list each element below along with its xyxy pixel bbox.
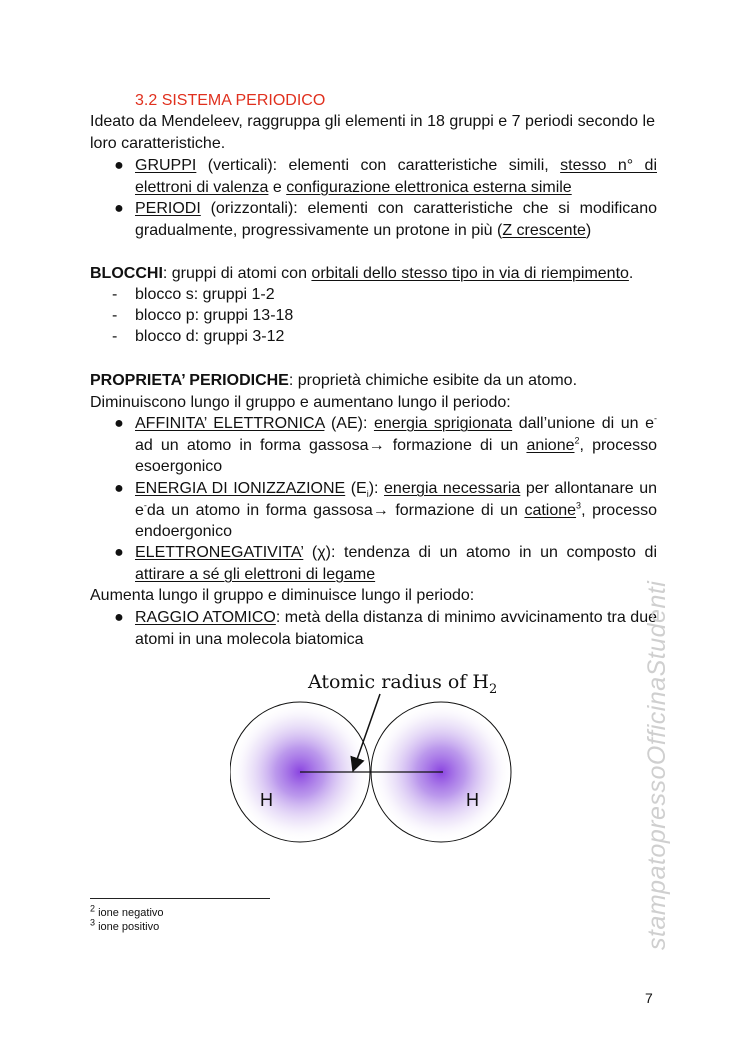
list-item-text: blocco d: gruppi 3-12 xyxy=(135,328,285,345)
blocchi-text: : gruppi di atomi con xyxy=(162,265,312,282)
footnote-2 xyxy=(90,903,164,920)
bullet-marker: ● xyxy=(114,609,124,626)
blocchi-underline: orbitali dello stesso tipo in via di riempimento xyxy=(311,265,629,282)
proprieta-paragraph xyxy=(90,370,655,413)
dash-marker: - xyxy=(112,286,118,303)
raggio-text: : metà della distanza di minimo avvicinamento tra due atomi in una molecola biatomica xyxy=(135,609,657,648)
bullet-elettronegativita xyxy=(112,542,657,585)
affinita-underline-1: energia sprigionata xyxy=(373,415,513,432)
term-proprieta: PROPRIETA’ PERIODICHE xyxy=(90,372,289,389)
term-elettronegativita: ELETTRONEGATIVITA’ xyxy=(135,544,304,561)
footnote-separator xyxy=(90,898,270,899)
energia-text-3: per allontanare un e xyxy=(135,480,657,519)
term-periodi: PERIODI xyxy=(135,200,201,217)
figure-caption: Atomic radius of $H_2$ xyxy=(308,671,498,697)
term-raggio: RAGGIO ATOMICO xyxy=(135,609,276,626)
section-title: 3.2 SISTEMA PERIODICO xyxy=(135,92,326,109)
list-item-blocco-d xyxy=(112,326,284,348)
atom-label-right: H xyxy=(466,790,479,810)
list-item-blocco-p xyxy=(112,305,293,327)
aumenta-line: Aumenta lungo il gruppo e diminuisce lungo il periodo: xyxy=(90,587,475,604)
term-blocchi: BLOCCHI xyxy=(90,265,163,282)
footnote-ref: 3 xyxy=(576,500,582,511)
bullet-marker: ● xyxy=(114,200,124,217)
elettroneg-underline: attirare a sé gli elettroni di legame xyxy=(135,565,376,583)
elettroneg-text: (χ): tendenza di un atomo in un composto di xyxy=(303,544,657,561)
bullet-marker: ● xyxy=(114,157,124,174)
bullet-marker: ● xyxy=(114,544,124,561)
affinita-underline-2: anione xyxy=(526,436,575,454)
footnote-text: ione negativo xyxy=(98,907,164,919)
energia-underline-2: catione xyxy=(524,501,577,519)
subscript-i: i xyxy=(366,489,369,500)
bullet-raggio-atomico xyxy=(112,607,657,650)
dash-marker: - xyxy=(112,328,118,345)
affinita-text-3: ad un atomo in forma gassosa→ formazione di un xyxy=(135,436,527,454)
atom-label-left: H xyxy=(260,790,273,810)
proprieta-text: : proprietà chimiche esibite da un atomo. xyxy=(288,372,578,389)
periodi-text-2: ) xyxy=(585,221,592,239)
footnote-ref: 2 xyxy=(574,435,580,446)
affinita-text-2: dall’unione di un e xyxy=(512,415,654,432)
gruppi-text: (verticali): elementi con caratteristiche simili, xyxy=(196,157,561,174)
footnote-text: ione positivo xyxy=(98,921,160,933)
electron-superscript: - xyxy=(654,413,657,424)
bullet-marker: ● xyxy=(114,480,124,497)
atomic-radius-figure xyxy=(230,660,520,850)
bullet-marker: ● xyxy=(114,415,124,432)
gruppi-underline-1: stesso n° di elettroni di valenza xyxy=(135,157,657,196)
affinita-text-4: , processo esoergonico xyxy=(135,436,657,475)
page-number: 7 xyxy=(645,990,653,1006)
proprieta-line-2: Diminuiscono lungo il gruppo e aumentano lungo il periodo: xyxy=(90,393,511,411)
periodi-text: (orizzontali): elementi con caratteristiche che si modificano gradualmente, progressivamente un protone in più ( xyxy=(135,200,657,239)
list-item-blocco-s xyxy=(112,284,275,306)
periodi-underline: Z crescente xyxy=(502,221,586,239)
energia-text-5: , processo endoergonico xyxy=(135,501,657,540)
dash-marker: - xyxy=(112,307,118,324)
footnote-number: 3 xyxy=(90,917,96,928)
energia-underline-1: energia necessaria xyxy=(384,480,521,497)
energia-text-2: ): xyxy=(368,480,385,497)
term-energia: ENERGIA DI IONIZZAZIONE xyxy=(135,480,346,497)
footnote-3 xyxy=(90,917,160,934)
term-gruppi: GRUPPI xyxy=(135,157,197,174)
intro-paragraph: Ideato da Mendeleev, raggruppa gli elementi in 18 gruppi e 7 periodi secondo le loro caratteristiche. xyxy=(90,113,655,152)
list-item-text: blocco p: gruppi 13-18 xyxy=(135,307,294,324)
affinita-text: (AE): xyxy=(324,415,374,432)
energia-text: (E xyxy=(345,480,367,497)
bullet-energia-ionizzazione xyxy=(112,478,657,543)
bullet-affinita xyxy=(112,413,657,478)
watermark: stampatopressoOfficinaStudenti xyxy=(643,580,671,950)
bullet-periodi xyxy=(112,198,657,241)
bullet-gruppi xyxy=(112,155,657,198)
list-item-text: blocco s: gruppi 1-2 xyxy=(135,286,275,303)
gruppi-text-2: e xyxy=(268,178,287,196)
blocchi-text-2: . xyxy=(628,265,634,282)
term-affinita: AFFINITA’ ELETTRONICA xyxy=(135,415,325,432)
electron-superscript: - xyxy=(143,500,147,511)
energia-text-4: da un atomo in forma gassosa→ formazione di un xyxy=(146,501,525,519)
gruppi-underline-2: configurazione elettronica esterna simile xyxy=(286,178,572,196)
footnote-number: 2 xyxy=(90,903,96,914)
blocchi-paragraph xyxy=(90,263,655,285)
